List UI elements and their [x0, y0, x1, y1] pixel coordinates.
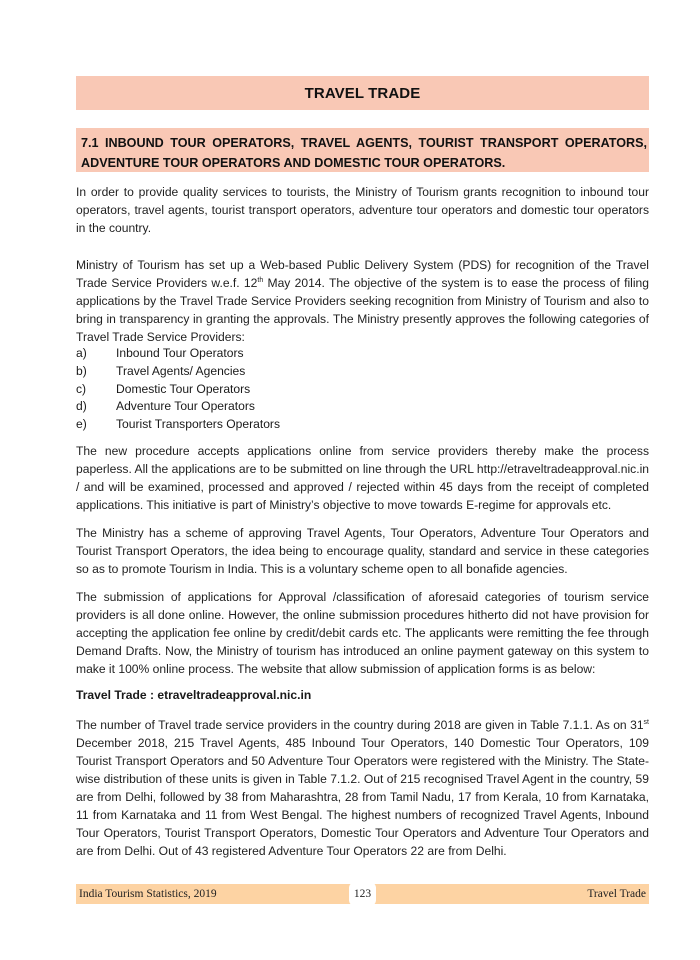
- paragraph-submission: The submission of applications for Approval /classification of aforesaid categories of tourism service providers is all done online. However, the online submission procedures hitherto did not have provision for accepting the application fee online by credit/debit cards etc. The applicants were remitting the fee through Demand Drafts. Now, the Ministry of tourism has introduced an online payment gateway on this system to make it 100% online process. The website that allow submission of application forms is as below:: [76, 590, 649, 676]
- page-footer: [76, 884, 649, 904]
- chapter-title-band: [76, 76, 649, 110]
- paragraph-procedure: The new procedure accepts applications online from service providers thereby make the process paperless. All the applications are to be submitted on line through the URL http://etraveltradeapproval.nic.in / and will be examined, processed and approved / rejected within 45 days from the receipt of completed applications. This initiative is part of Ministry’s objective to move towards E-regime for approvals etc.: [76, 444, 649, 512]
- paragraph-statistics-part2: December 2018, 215 Travel Agents, 485 Inbound Tour Operators, 140 Domestic Tour Operators, 109 Tourist Transport Operators and 50 Adventure Tour Operators were registered with the Ministry. The State-wise distribution of these units is given in Table 7.1.2. Out of 215 recognised Travel Agent in the country, 59 are from Delhi, followed by 38 from Maharashtra, 28 from Tamil Nadu, 17 from Kerala, 10 from Karnataka, 11 from Karnataka and 11 from West Bengal. The highest numbers of recognized Travel Agents, Inbound Tour Operators, Tourist Transport Operators, Domestic Tour Operators and Adventure Tour Operators and are from Delhi. Out of 43 registered Adventure Tour Operators 22 are from Delhi.: [76, 736, 649, 858]
- footer-chapter: Travel Trade: [587, 888, 646, 900]
- paragraph-pds-part2: May 2014. The objective of the system is to ease the process of filing applications by the Travel Trade Service Providers seeking recognition from Ministry of Tourism and also to bring in transparency in granting the approvals. The Ministry presently approves the following categories of Travel Trade Service Providers:: [76, 276, 649, 344]
- page-number: 123: [349, 882, 376, 906]
- paragraph-intro: In order to provide quality services to tourists, the Ministry of Tourism grants recognition to inbound tour operators, travel agents, tourist transport operators, adventure tour operators and domestic tour operators in the country.: [76, 185, 649, 235]
- list-item-label: Domestic Tour Operators: [116, 381, 251, 396]
- list-item: [76, 363, 649, 381]
- paragraph-statistics-part1: The number of Travel trade service providers in the country during 2018 are given in Table 7.1.1. As on 31: [76, 718, 644, 732]
- ordinal-suffix: th: [257, 276, 264, 284]
- list-item: [76, 381, 649, 399]
- footer-publication: India Tourism Statistics, 2019: [79, 888, 217, 900]
- list-item: [76, 345, 649, 363]
- paragraph-scheme: The Ministry has a scheme of approving Travel Agents, Tour Operators, Adventure Tour Operators and Tourist Transport Operators, the idea being to encourage quality, standard and service in these categories so as to promote Tourism in India. This is a voluntary scheme open to all bonafide agencies.: [76, 526, 649, 576]
- website-subhead: Travel Trade : etraveltradeapproval.nic.in: [76, 688, 312, 702]
- list-marker: b): [76, 363, 87, 378]
- paragraph-pds-part1: Ministry of Tourism has set up a Web-based Public Delivery System (PDS) for recognition of the Travel Trade Service Providers w.e.f. 12: [76, 258, 649, 290]
- list-marker: d): [76, 399, 87, 414]
- paragraph-pds: [76, 256, 649, 346]
- list-marker: c): [76, 381, 87, 396]
- list-marker: a): [76, 346, 87, 360]
- list-marker: e): [76, 417, 87, 432]
- paragraph-statistics: [76, 716, 649, 860]
- list-item: [76, 416, 649, 434]
- list-item-label: Inbound Tour Operators: [116, 346, 244, 360]
- chapter-title: TRAVEL TRADE: [304, 84, 421, 102]
- list-item-label: Tourist Transporters Operators: [116, 417, 280, 432]
- ordinal-suffix: st: [643, 718, 649, 726]
- category-list: [76, 345, 649, 434]
- list-item-label: Travel Agents/ Agencies: [116, 363, 246, 378]
- list-item: [76, 398, 649, 416]
- section-heading: 7.1 INBOUND TOUR OPERATORS, TRAVEL AGENTS, TOURIST TRANSPORT OPERATORS, ADVENTURE TOUR OPERATORS AND DOMESTIC TOUR OPERATORS.: [81, 136, 647, 170]
- list-item-label: Adventure Tour Operators: [116, 399, 255, 414]
- section-heading-band: [76, 128, 649, 172]
